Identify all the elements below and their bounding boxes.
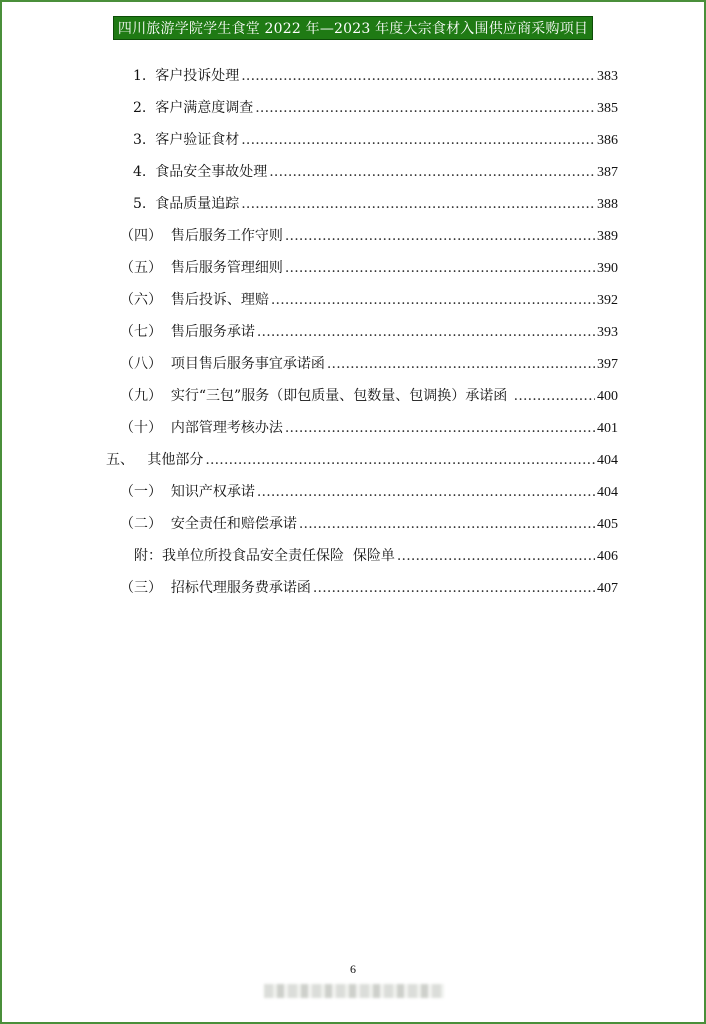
toc-leader-dots <box>313 578 595 598</box>
toc-entry-label: 3. 客户验证食材 <box>133 132 240 148</box>
toc-leader-dots <box>205 450 595 470</box>
toc-entry-page: 400 <box>597 389 618 404</box>
toc-entry-page: 405 <box>597 517 618 532</box>
toc-entry-label: （八） 项目售后服务事宜承诺函 <box>120 356 325 372</box>
toc-entry[interactable] <box>133 130 618 150</box>
toc-leader-dots <box>299 514 595 534</box>
toc-entry-page: 397 <box>597 357 618 372</box>
toc-entry[interactable] <box>133 98 618 118</box>
toc-entry-label: （四） 售后服务工作守则 <box>120 228 283 244</box>
toc-leader-dots <box>269 162 595 182</box>
toc-entry-page: 390 <box>597 261 618 276</box>
toc-leader-dots <box>257 322 595 342</box>
toc-entry-label: （二） 安全责任和赔偿承诺 <box>120 516 297 532</box>
toc-entry-label: （一） 知识产权承诺 <box>120 484 255 500</box>
toc-entry-page: 407 <box>597 581 618 596</box>
toc-entry-label: 附：我单位所投食品安全责任保险 保险单 <box>134 548 395 564</box>
toc-entry-page: 401 <box>597 421 618 436</box>
toc-leader-dots <box>397 546 595 566</box>
toc-entry[interactable] <box>120 386 618 406</box>
toc-entry[interactable] <box>120 514 618 534</box>
toc-entry[interactable] <box>134 546 618 566</box>
toc-entry-page: 383 <box>597 69 618 84</box>
toc-entry-label: 2. 客户满意度调查 <box>133 100 254 116</box>
toc-entry-label: （三） 招标代理服务费承诺函 <box>120 580 311 596</box>
toc-entry[interactable] <box>106 450 618 470</box>
document-header <box>2 16 704 40</box>
toc-entry[interactable] <box>120 354 618 374</box>
header-title: 四川旅游学院学生食堂 2022 年—2023 年度大宗食材入围供应商采购项目 <box>113 16 593 40</box>
toc-entry[interactable] <box>120 226 618 246</box>
toc-leader-dots <box>241 194 595 214</box>
toc-entry[interactable] <box>120 418 618 438</box>
toc-entry[interactable] <box>133 194 618 214</box>
toc-entry-page: 393 <box>597 325 618 340</box>
toc-entry-label: 五、 其他部分 <box>106 452 204 468</box>
toc-leader-dots <box>285 418 595 438</box>
toc-entry[interactable] <box>120 322 618 342</box>
toc-entry-page: 387 <box>597 165 618 180</box>
toc-entry-page: 406 <box>597 549 618 564</box>
toc-entry-page: 404 <box>597 453 618 468</box>
toc-entry-page: 404 <box>597 485 618 500</box>
toc-leader-dots <box>257 482 595 502</box>
toc-leader-dots <box>255 98 595 118</box>
toc-entry-label: 4. 食品安全事故处理 <box>133 164 268 180</box>
toc-entry[interactable] <box>120 578 618 598</box>
toc-entry-label: （七） 售后服务承诺 <box>120 324 255 340</box>
toc-leader-dots <box>514 386 595 406</box>
toc-leader-dots <box>285 226 595 246</box>
toc-entry-page: 392 <box>597 293 618 308</box>
toc-entry-label: 1. 客户投诉处理 <box>133 68 240 84</box>
toc-entry[interactable] <box>120 290 618 310</box>
page-number: 6 <box>350 962 356 976</box>
toc-entry[interactable] <box>120 258 618 278</box>
toc-entry[interactable] <box>120 482 618 502</box>
blurred-watermark <box>264 984 444 998</box>
toc-leader-dots <box>241 66 595 86</box>
toc-leader-dots <box>327 354 595 374</box>
toc-entry-label: 5. 食品质量追踪 <box>133 196 240 212</box>
toc-entry-page: 388 <box>597 197 618 212</box>
toc-leader-dots <box>285 258 595 278</box>
toc-entry[interactable] <box>133 162 618 182</box>
toc-entry-label: （六） 售后投诉、理赔 <box>120 292 269 308</box>
toc-entry-label: （五） 售后服务管理细则 <box>120 260 283 276</box>
toc-entry-label: （九） 实行“三包”服务（即包质量、包数量、包调换）承诺函 <box>120 388 512 404</box>
toc-leader-dots <box>271 290 595 310</box>
toc-entry[interactable] <box>133 66 618 86</box>
toc-entry-label: （十） 内部管理考核办法 <box>120 420 283 436</box>
toc-leader-dots <box>241 130 595 150</box>
toc-entry-page: 385 <box>597 101 618 116</box>
toc-entry-page: 386 <box>597 133 618 148</box>
toc-entry-page: 389 <box>597 229 618 244</box>
